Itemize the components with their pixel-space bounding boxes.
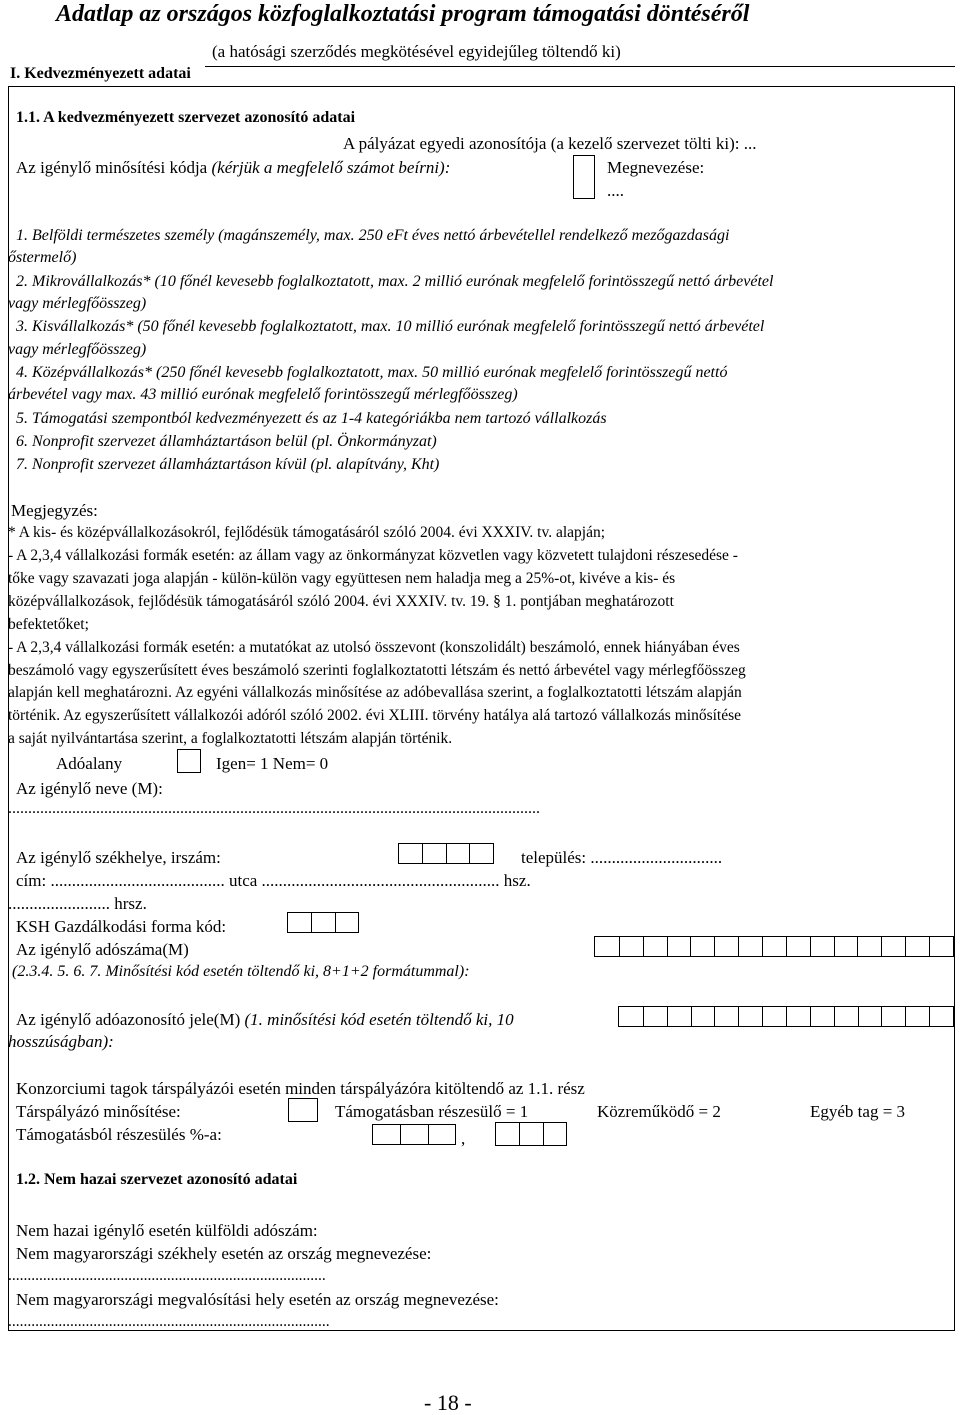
ksh-label: KSH Gazdálkodási forma kód:	[16, 917, 227, 936]
section-heading-1: I. Kedvezményezett adatai	[10, 65, 191, 82]
category-line: 1. Belföldi természetes személy (magánszemély, max. 250 eFt éves nettó árbevétellel rendelkező mezőgazdasági	[16, 227, 730, 244]
share-boxes[interactable]	[372, 1124, 456, 1145]
qualification-code-hint: (kérjük a megfelelő számot beírni):	[211, 158, 451, 177]
note-line: - A 2,3,4 vállalkozási formák esetén: az állam vagy az önkormányzat közvetlen vagy közvetett tulajdoni részesedése -	[8, 547, 738, 564]
note-heading: Megjegyzés:	[11, 501, 98, 520]
adoalany-label: Adóalany	[56, 754, 123, 773]
address-label[interactable]: cím: ......................................... utca ........................................................ hsz.	[16, 871, 531, 890]
border-bottom	[8, 1330, 955, 1331]
category-line: 3. Kisvállalkozás* (50 főnél kevesebb foglalkoztatott, max. 10 millió eurónak megfelelő forintösszegű nettó árbevétel	[16, 318, 765, 335]
qualification-code-box[interactable]	[573, 155, 595, 199]
foreign-seat-label: Nem magyarországi székhely esetén az ország megnevezése:	[16, 1244, 432, 1263]
page-subtitle: (a hatósági szerződés megkötésével egyidejűleg töltendő ki)	[212, 42, 621, 61]
border-right	[954, 86, 955, 1330]
share-decimal-boxes[interactable]	[495, 1122, 567, 1146]
tax-number-hint: (2.3.4. 5. 6. 7. Minősítési kód esetén töltendő ki, 8+1+2 formátummal):	[12, 963, 470, 980]
line-under-subtitle	[205, 66, 955, 67]
category-line: 4. Középvállalkozás* (250 főnél kevesebb foglalkoztatott, max. 50 millió eurónak megfelelő forintösszegű nettó	[16, 364, 728, 381]
note-line: beszámoló vagy egyszerűsített éves beszámoló szerinti foglalkoztatotti létszám és nettó árbevétel vagy mérlegfőösszeg	[8, 662, 746, 679]
tax-id-hint-2: hosszúságban):	[8, 1032, 114, 1051]
seat-label: Az igénylő székhelye, irszám:	[16, 848, 221, 867]
adoalany-box[interactable]	[177, 749, 201, 773]
ksh-boxes[interactable]	[287, 912, 359, 933]
section-heading-1-1: 1.1. A kedvezményezett szervezet azonosító adatai	[16, 109, 356, 126]
category-line: őstermelő)	[8, 249, 77, 266]
tax-number-label: Az igénylő adószáma(M)	[16, 940, 189, 959]
section-heading-1-2: 1.2. Nem hazai szervezet azonosító adatai	[16, 1171, 298, 1188]
postcode-boxes[interactable]	[398, 843, 494, 864]
category-line: 5. Támogatási szempontból kedvezményezett és az 1-4 kategóriákba nem tartozó vállalkozás	[16, 410, 607, 427]
page-number: - 18 -	[424, 1390, 472, 1415]
category-line: árbevétel vagy max. 43 millió eurónak megfelelő forintösszegű mérlegfőösszeg)	[8, 386, 518, 403]
note-line: befektetőket;	[8, 616, 89, 633]
tender-id-label: A pályázat egyedi azonosítója (a kezelő szervezet tölti ki): ...	[343, 134, 757, 153]
note-line: * A kis- és középvállalkozásokról, fejlődésük támogatásáról szóló 2004. évi XXXIV. tv. alapján;	[8, 524, 606, 541]
name-label: Megnevezése:	[607, 158, 705, 177]
tax-id-text: Az igénylő adóazonosító jele(M)	[16, 1010, 241, 1029]
category-line: 2. Mikrovállalkozás* (10 főnél kevesebb foglalkoztatott, max. 2 millió eurónak megfelelő forintösszegű nettó árbevétel	[16, 273, 774, 290]
page-title: Adatlap az országos közfoglalkoztatási program támogatási döntéséről	[56, 1, 750, 27]
igen-nem-label: Igen= 1 Nem= 0	[216, 754, 329, 773]
category-line: 7. Nonprofit szervezet államháztartáson kívül (pl. alapítvány, Kht)	[16, 456, 440, 473]
tax-id-label	[16, 1011, 514, 1028]
note-line: tőke vagy szavazati joga alapján - külön-külön vagy együttesen nem haladja meg a 25%-ot, kivéve a kis- és	[8, 570, 676, 587]
qualification-code-text: Az igénylő minősítési kódja	[16, 158, 208, 177]
option-contributor: Közreműködő = 2	[597, 1102, 721, 1121]
note-line: történik. Az egyszerűsített vállalkozói adóról szóló 2002. évi XLIII. törvény hatálya alá tartozó vállalkozás minősítése	[8, 707, 742, 724]
border-top	[8, 86, 955, 87]
tax-id-boxes[interactable]	[618, 1006, 954, 1027]
tax-id-hint: (1. minősítési kód esetén töltendő ki, 10	[244, 1010, 514, 1029]
name-field-dots[interactable]: .....................................................................................................................................	[8, 800, 540, 817]
tax-number-boxes[interactable]	[594, 936, 954, 957]
foreign-implementation-label: Nem magyarországi megvalósítási hely esetén az ország megnevezése:	[16, 1290, 499, 1309]
category-line: vagy mérlegfőösszeg)	[8, 341, 147, 358]
qualification-code-label	[16, 159, 450, 176]
note-line: - A 2,3,4 vállalkozási formák esetén: a mutatókat az utolsó összevont (konszolidált) beszámoló, ennek hiányában éves	[8, 639, 740, 656]
category-line: 6. Nonprofit szervezet államháztartáson belül (pl. Önkormányzat)	[16, 433, 437, 450]
co-applicant-box[interactable]	[288, 1098, 318, 1122]
settlement-label[interactable]: település: ...............................	[521, 848, 723, 867]
option-beneficiary: Támogatásban részesülő = 1	[335, 1102, 529, 1121]
foreign-implementation-dots[interactable]: ...................................................................................	[8, 1313, 330, 1330]
co-applicant-label: Társpályázó minősítése:	[16, 1102, 181, 1121]
decimal-comma: ,	[461, 1129, 466, 1148]
note-line: a saját nyilvántartása szerint, a foglalkoztatotti létszám alapján történik.	[8, 730, 453, 747]
share-label: Támogatásból részesülés %-a:	[16, 1125, 222, 1144]
foreign-seat-dots[interactable]: ..................................................................................	[8, 1267, 326, 1284]
name-field-label: Az igénylő neve (M):	[16, 779, 163, 798]
consortium-intro: Konzorciumi tagok társpályázói esetén minden társpályázóra kitöltendő az 1.1. rész	[16, 1079, 585, 1098]
category-line: vagy mérlegfőösszeg)	[8, 295, 147, 312]
hrsz-label[interactable]: ........................ hrsz.	[8, 894, 147, 913]
note-line: középvállalkozások, fejlődésük támogatásáról szóló 2004. évi XXXIV. tv. 19. § 1. pontjában meghatározott	[8, 593, 674, 610]
name-dots[interactable]: ....	[607, 181, 624, 200]
option-other-member: Egyéb tag = 3	[810, 1102, 906, 1121]
foreign-tax-label: Nem hazai igénylő esetén külföldi adószám:	[16, 1221, 318, 1240]
note-line: alapján kell meghatározni. Az egyéni vállalkozás minősítése az adóbevallása szerint, a foglalkoztatotti létszám alapján	[8, 684, 742, 701]
